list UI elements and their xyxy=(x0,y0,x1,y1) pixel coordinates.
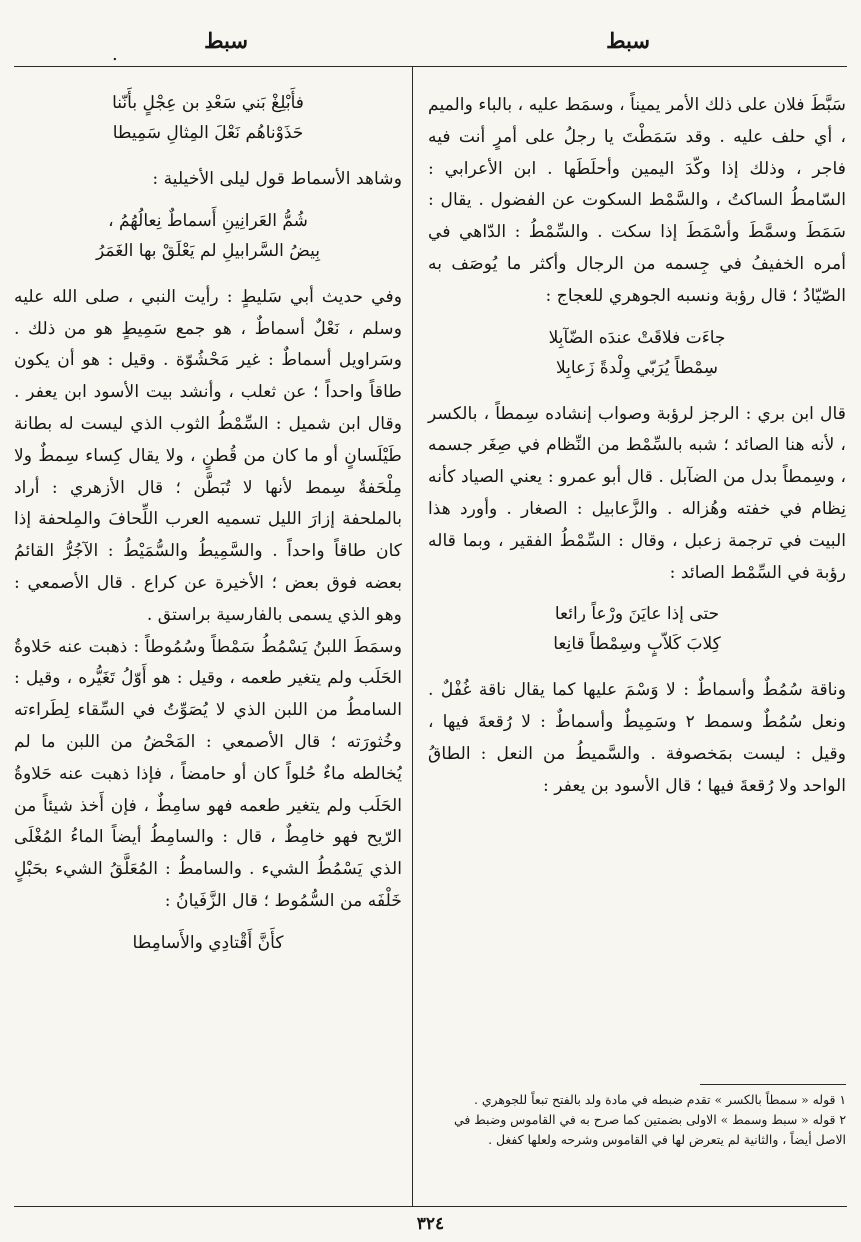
left-column xyxy=(14,88,402,974)
footnote-rule xyxy=(700,1084,846,1085)
page-number: ٣٢٤ xyxy=(416,1214,445,1234)
verse-line: كأَنَّ أَقْتادِي والأَسامِطا xyxy=(132,932,284,953)
right-column xyxy=(428,90,846,803)
verse-line: جاءَت فلاقَتْ عندَه الضّآبِلا xyxy=(548,327,726,348)
verse-line: كِلابَ كَلاّبٍ وسِمْطاً قانِعا xyxy=(553,634,721,655)
footnote: ٢ قوله « سبط وسمط » الاولى بضمتين كما صرح به في القاموس وضبط في الاصل أيضاً ، والثانية لم يتعرض لها في القاموس وشرحه ولعلها كفغل . xyxy=(454,1112,846,1147)
verse-line: سِمْطاً يُرَبّي وِلْدةً زَعابِلا xyxy=(555,357,719,378)
verse-block xyxy=(14,88,402,148)
verse-block xyxy=(14,928,402,958)
header-dot: . xyxy=(112,44,118,65)
verse-block xyxy=(14,206,402,266)
verse-line: بِيضُ السَّرابيلِ لم يَعْلَقْ بها الغَمَرُ xyxy=(96,240,320,261)
footnote: ١ قوله « سمطاً بالكسر » تقدم ضبطه في مادة ولد بالفتح تبعاً للجوهري . xyxy=(473,1092,846,1107)
entry-paragraph: سَبَّطَ فلان على ذلك الأمر يميناً ، وسمَط عليه ، بالباء والميم ، أي حلف عليه . وقد سَمَطْتَ يا رجلُ على أمرٍ أنت فيه فاجر ، وذلك إذا وكّدَ اليمين وأحلَطَها . ابن الأعرابي : السّامطُ الساكتُ ، والسَّمْط السكوت عن الفضول . يقال : سَمَطَ وسمَّطَ وأسْمَطَ إذا سكت . والسِّمْطُ : الدّاهي في أمره الخفيفُ في جِسمه من الرجال وأكثر ما يُوصَف به الصّيّادُ ؛ قال رؤبة ونسبه الجوهري للعجاج : xyxy=(428,95,846,306)
entry-paragraph: وفي حديث أبي سَليطٍ : رأيت النبي ، صلى الله عليه وسلم ، نَعْلٌ أسماطٌ ، هو جمع سَمِيطٍ هو من ذلك . وسَراويل أسماطٌ : غير مَحْشُوّة . وقيل : هو أن يكون طاقاً واحداً ؛ عن ثعلب ، وأنشد بيت الأسود ابن يعفر . وقال ابن شميل : السِّمْطُ الثوب الذي ليست له بطانة طَيْلَسانٍ أو ما كان من قُطنٍ ، ولا يقال كِساء سِمطٌ ولا مِلْحَفةٌ سِمط لأنها لا تُبَطَّن ؛ قال الأزهري : أراد بالملحفة إزارَ الليل تسميه العرب اللِّحافَ والمِلحفة إذا كان طاقاً واحداً . والسَّمِيطُ والسُّمَيْطُ : الآجُرُّ القائمُ بعضه فوق بعض ؛ الأخيرة عن كراع . قال الأصمعي : وهو الذي يسمى بالفارسية براستق . xyxy=(14,286,402,625)
verse-line: شُمُّ العَرانِينِ أَسماطٌ نِعالُهُمُ ، xyxy=(108,210,308,231)
entry-paragraph: وناقة سُمُطٌ وأسماطٌ : لا وَسْمَ عليها كما يقال ناقة غُفْلٌ . ونعل سُمُطٌ وسمط ٢ وسَمِيطٌ وأسماطٌ : لا رُقعةَ فيها ، وقيل : ليست بمَخصوفة . والسَّميطُ من النعل : الطاقُ الواحد ولا رُقعةَ فيها ؛ قال الأسود بن يعفر : xyxy=(428,680,846,796)
running-head-left: سبط xyxy=(204,28,248,53)
verse-block xyxy=(428,323,846,383)
footnotes xyxy=(428,1090,846,1150)
top-rule xyxy=(14,66,847,67)
verse-line: فأَبْلِغْ بَني سَعْدِ بن عِجْلٍ بأَنّنا xyxy=(112,93,304,113)
verse-line: حتى إذا عايَنَ ورْعاً رائعا xyxy=(554,604,720,625)
entry-paragraph: وشاهد الأسماط قول ليلى الأخيلية : xyxy=(152,169,402,189)
verse-block xyxy=(428,599,846,659)
entry-paragraph: قال ابن بري : الرجز لرؤبة وصواب إنشاده سِمطاً ، بالكسر ، لأنه هنا الصائد ؛ شبه بالسِّمْط من النِّظام في صِغَر جسمه ، وسِمطاً بدل من الضآبل . قال أبو عمرو : يعني الصياد كأنه نِظام في خفته وهُزاله . والزَّعابيل : الصغار . وأورد هذا البيت في ترجمة زعبل ، وقال : السِّمْطُ الفقير ، وبما قاله رؤبة في السِّمْط الصائد : xyxy=(428,403,846,583)
entry-paragraph: وسمَطَ اللبنُ يَسْمُطُ سَمْطاً وسُمُوطاً : ذهبت عنه حَلاوةُ الحَلَب ولم يتغير طعمه ، وقيل : هو أَوّلُ تَغَيُّره ، وقيل : السامطُ من اللبن الذي لا يُصَوِّتُ في السِّقاء لِطَراءته وخُثورَته ؛ قال الأصمعي : المَحْضُ من اللبن ما لم يُخالطه ماءٌ حُلواً كان أو حامضاً ، فإذا ذهبت عنه حَلاوةُ الحَلَب ولم يتغير طعمه فهو سامِطٌ ، فإن أَخذ شيئاً من الرّيح فهو خامِطٌ ، قال : والسامِطُ أيضاً الماءُ المُغْلَى الذي يَسْمُطُ الشيء . والسامطُ : المُعَلَّقُ الشيء بحَبْلٍ خَلْفَه من السُّمُوط ؛ قال الزَّفَيانُ : xyxy=(14,636,402,911)
column-divider xyxy=(412,66,413,1206)
bottom-rule xyxy=(14,1206,847,1207)
verse-line: حَذَوْناهُم نَعْلَ المِثالِ سَمِيطا xyxy=(112,123,304,143)
running-head-right: سبط xyxy=(606,28,650,53)
